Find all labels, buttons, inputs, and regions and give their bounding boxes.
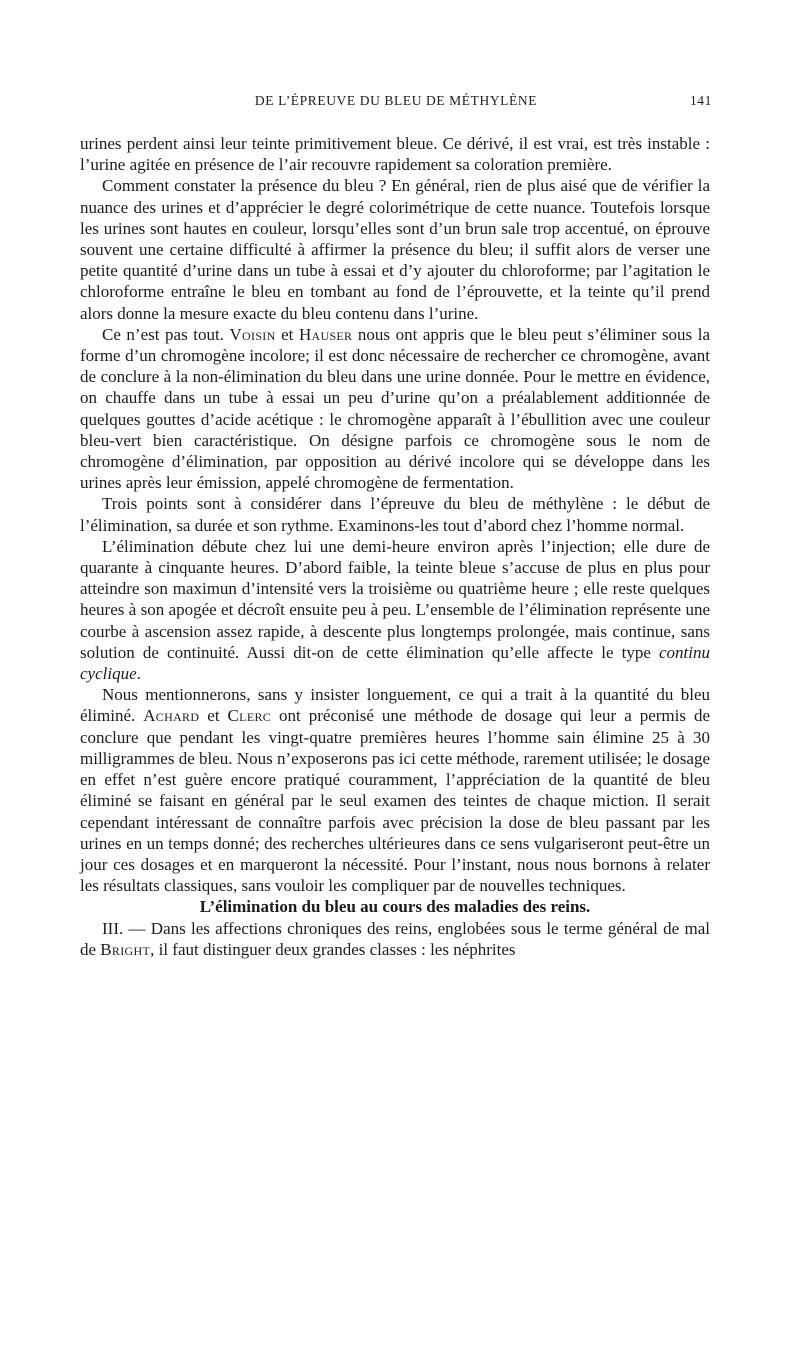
author-name: Clerc bbox=[227, 706, 272, 726]
connector-text: et bbox=[275, 324, 299, 344]
running-head bbox=[80, 93, 712, 115]
author-name: Hauser bbox=[298, 324, 353, 344]
paragraph-three-points: Trois points sont à considérer dans l’épreuve du bleu de méthylène : le début de l’élimination, sa durée et son rythme. Examinons-les tout d’abord chez l’homme normal. bbox=[80, 494, 710, 535]
paragraph-quantity-text: Nous mentionnerons, sans y insister longuement, ce qui a trait à la quantité du bleu éliminé. bbox=[80, 685, 710, 726]
author-name: Voisin bbox=[229, 324, 276, 344]
running-title: DE L’ÉPREUVE DU BLEU DE MÉTHYLÈNE bbox=[254, 93, 538, 108]
author-name: Achard bbox=[143, 706, 200, 726]
paragraph-section-iii bbox=[80, 918, 710, 960]
author-name: Bright bbox=[100, 939, 151, 959]
section-heading: L’élimination du bleu au cours des maladies des reins. bbox=[199, 897, 591, 917]
body-text bbox=[80, 133, 710, 960]
paragraph-section-iii-text: III. — Dans les affections chroniques des reins, englobées sous le terme général de mal de bbox=[80, 918, 710, 959]
paragraph-elimination bbox=[80, 536, 710, 684]
paragraph-elimination-end: . bbox=[136, 664, 141, 684]
paragraph-chromogen-text: Ce n’est pas tout. bbox=[102, 324, 230, 344]
page-number: 141 bbox=[689, 93, 712, 108]
paragraph-quantity-text: ont préconisé une méthode de dosage qui leur a permis de conclure que pendant les vingt-quatre premières heures l’homme sain élimine 25 à 30 milligrammes de bleu. Nous n’exposerons pas ici cette méthode, rarement utilisée; le dosage en effet n’est guère encore pratiqué couramment, l’appréciation de la quantité de bleu éliminé se faisant en général par le seul examen des teintes de chaque miction. Il serait cependant intéressant de connaître parfois avec précision la dose de bleu passant par les urines en un temps donné; des recherches ultérieures dans ce sens vulgariseront peut-être un jour ces dosages et en marqueront la nécessité. Pour l’instant, nous nous bornons à relater les résultats classiques, sans vouloir les compliquer par de nouvelles techniques. bbox=[80, 706, 710, 896]
paragraph-continued: urines perdent ainsi leur teinte primitivement bleue. Ce dérivé, il est vrai, est très instable : l’urine agitée en présence de l’air recouvre rapidement sa coloration première. bbox=[80, 134, 710, 175]
paragraph-quantity bbox=[80, 684, 710, 896]
paragraph-chromogen bbox=[80, 324, 710, 494]
paragraph-detection: Comment constater la présence du bleu ? En général, rien de plus aisé que de vérifier la nuance des urines et d’apprécier le degré colorimétrique de cette nuance. Toutefois lorsque les urines sont hautes en couleur, lorsqu’elles sont d’un brun sale trop accentué, on éprouve souvent une certaine difficulté à affirmer la présence du bleu; il suffit alors de verser une petite quantité d’urine dans un tube à essai et d’y ajouter du chloroforme; par l’agitation le chloroforme entraîne le bleu en tombant au fond de l’éprouvette, et la teinte qu’il prend alors donne la mesure exacte du bleu contenu dans l’urine. bbox=[80, 176, 710, 323]
paragraph-chromogen-text: nous ont appris que le bleu peut s’éliminer sous la forme d’un chromogène incolore; il est donc nécessaire de rechercher ce chromogène, avant de conclure à la non-élimination du bleu dans une urine donnée. Pour le mettre en évidence, on chauffe dans un tube à essai un peu d’urine qu’on a préalablement additionnée de quelques gouttes d’acide acétique : le chromogène apparaît à l’ébullition avec une couleur bleu-vert bien caractéristique. On désigne parfois ce chromogène sous le nom de chromogène d’élimination, par opposition au dérivé incolore qui se développe dans les urines après leur émission, appelé chromogène de fermentation. bbox=[80, 324, 710, 493]
connector-text: et bbox=[199, 706, 228, 726]
italic-term: continu cyclique bbox=[80, 642, 710, 684]
paragraph-section-iii-text: , il faut distinguer deux grandes classes : les néphrites bbox=[150, 939, 516, 959]
paragraph-elimination-text: L’élimination débute chez lui une demi-heure environ après l’injection; elle dure de quarante à cinquante heures. D’abord faible, la teinte bleue s’accuse de plus en plus pour atteindre son maximun d’intensité vers la troisième ou quatrième heure ; elle reste quelques heures à son apogée et décroît ensuite peu à peu. L’ensemble de l’élimination représente une courbe à ascension assez rapide, à descente plus longtemps prolongée, mais continue, sans solution de continuité. Aussi dit-on de cette élimination qu’elle affecte le type bbox=[80, 536, 710, 662]
